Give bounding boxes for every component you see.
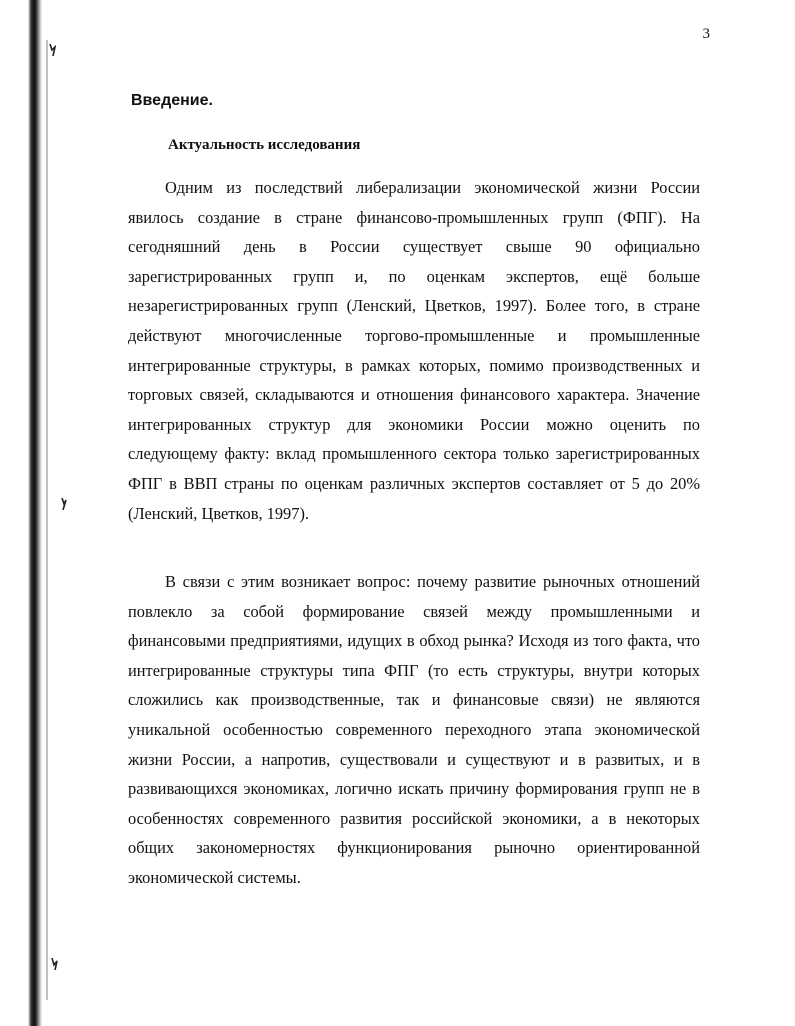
scan-mark-icon [51,958,58,970]
body-paragraph: В связи с этим возникает вопрос: почему развитие рыночных отношений повлекло за собой формирование связей между промышленными и финансовыми предприятиями, идущих в обход рынка? Исходя из того факта, что интегрированные структуры типа ФПГ (то есть структуры, внутри которых сложились как производственные, так и финансовые связи) не являются уникальной особенностью современного переходного этапа экономической жизни России, а напротив, существовали и существуют и в развитых, и в развивающихся экономиках, логично искать причину формирования групп не в особенностях современного развития российской экономики, а в некоторых общих закономерностях функционирования рыночно ориентированной экономической системы. [128,572,700,887]
scan-mark-icon [49,44,56,56]
body-paragraph: Одним из последствий либерализации экономической жизни России явилось создание в стране финансово-промышленных групп (ФПГ). На сегодняшний день в России существует свыше 90 официально зарегистрированных групп и, по оценкам экспертов, ещё больше незарегистрированных групп (Ленский, Цветков, 1997). Более того, в стране действуют многочисленные торгово-промышленные и промышленные интегрированные структуры, в рамках которых, помимо производственных и торговых связей, складываются и отношения финансового характера. Значение интегрированных структур для экономики России можно оценить по следующему факту: вклад промышленного сектора только зарегистрированных ФПГ в ВВП страны по оценкам различных экспертов составляет от 5 до 20% (Ленский, Цветков, 1997). [128,178,700,523]
scan-shadow-line [46,40,48,1000]
section-title: Актуальность исследования [168,137,361,153]
chapter-title: Введение. [131,92,213,109]
scan-binding-edge [28,0,42,1026]
page-number: 3 [702,26,710,42]
scan-mark-icon [60,498,67,510]
